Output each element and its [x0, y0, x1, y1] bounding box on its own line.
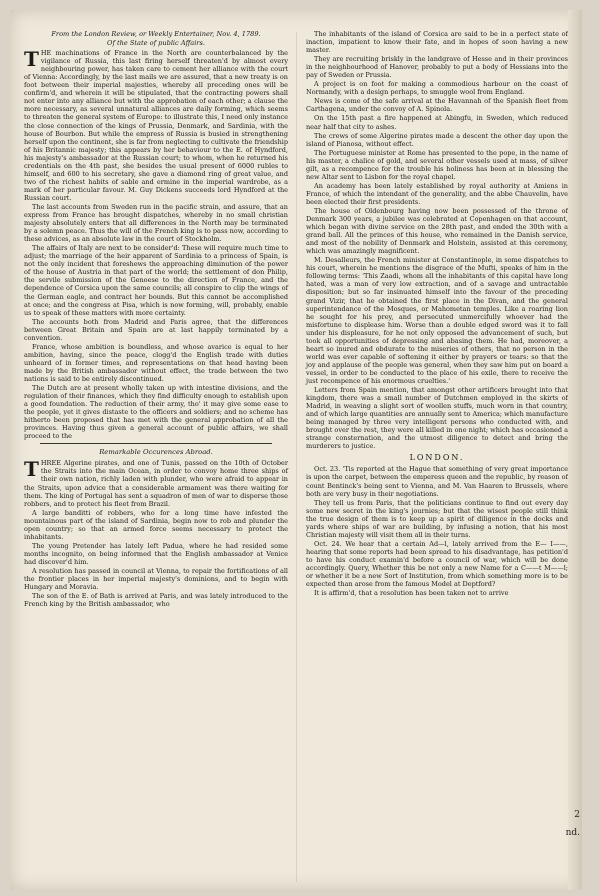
article-paragraph: The Dutch are at present wholly taken up with intestine divisions, and the regulation of their finances, which they find difficulty enough to establish upon a good foundation. The reduction of their army, tho' it may give some ease to the people, yet it gives distaste to the officers and soldiers; and no scheme has hitherto been proposed that has met with the general approbation of all the provinces. Having thus given a general account of public affairs, we shall proceed to the: [24, 384, 288, 441]
article-paragraph: On the 15th past a fire happened at Abingfu, in Sweden, which reduced near half that city to ashes.: [306, 114, 568, 131]
paragraph-text: HREE Algerine pirates, and one of Tunis, passed on the 10th of October the Straits into the main Ocean, in order to convoy home three ships of their own nation, richly laden with plunder, who were afraid to appear in the Straits, upon advice that a considerable armament was there waiting for them. The king of Portugal has sent a squadron of men of war to disperse those robbers, and to protect his fleet from Brazil.: [24, 459, 288, 508]
section-heading-london: LONDON.: [409, 453, 465, 463]
article-paragraph: News is come of the safe arrival at the Havannah of the Spanish fleet from Carthagena, under the convoy of A. Spinola.: [306, 97, 568, 114]
source-line: From the London Review, or Weekly Entertainer, Nov. 4, 1789.: [51, 30, 261, 38]
paragraph-text: HE machinations of France in the North are counterbalanced by the vigilance of Russia, this last firing herself threaten'd by almost every neighbouring power, has taken care to cement her alliance with the court of Vienna: Accordingly, by the last mails we are assured, that a new treaty is on foot between their imperial majesties, whereby all preceding ones will be confirm'd, and wherein it will be stipulated, that the contracting powers shall not enter into any alliance but with the approbation of each other; a clause the more necessary, as several unnatural alliances are daily forming, which seems to threaten the general system of Europe: to illustrate this, I need only instance the close connection of the kings of Prussia, Denmark, and Sardinia, with the house of Bourbon. But while the empress of Russia is busied in strengthening herself upon the continent, she is far from neglecting to cultivate the friendship of his Britannic majesty; this appears by her behaviour to the E. of Hyndford, his majesty's ambassador at the Russian court; to whom, when he returned his credentials on the 4th past, she besides the usual present of 6000 rubles to himself, and 600 to his secretary, she gave a diamond ring of great value, and two of the richest habits of sable and ermine in the imperial wardrobe, as a mark of her particular favour. M. Guy Dickens succeeds lord Hyndford at the Russian court.: [24, 49, 288, 202]
drop-cap: T: [24, 47, 39, 72]
article-paragraph: The inhabitants of the island of Corsica are said to be in a perfect state of inaction, impatient to know their fate, and in hopes of soon having a new master.: [306, 30, 568, 55]
left-column: [24, 30, 288, 609]
article-paragraph: The crews of some Algerine pirates made a descent the other day upon the island of Pianosa, without effect.: [306, 131, 568, 148]
article-paragraph: The house of Oldenbourg having now been possessed of the throne of Denmark 300 years, a jubilee was celebrated at Copenhagen on that account, which began with divine service on the 28th past, and ended the 30th with a grand ball. All the princes of this house, who remained in the Danish service, and most of the nobility of Denmark and Holstein, assisted at this ceremony, which was amazingly magnificent.: [306, 206, 568, 256]
section-divider: [40, 443, 272, 444]
article-paragraph: They tell us from Paris, that the politicians continue to find out every day some new secret in the king's journies; but that the wisest people still think the true design of them is to keep up a spirit of diligence in the docks and yards where ships of war are building, by infusing a notion, that his most Christian majesty will visit them all in their turns.: [306, 498, 568, 539]
article-paragraph: The young Pretender has lately left Padua, where he had resided some months incognito, on being informed that the English ambassador at Venice had discover'd him.: [24, 541, 288, 566]
margin-mark: nd.: [565, 828, 580, 838]
article-paragraph: [24, 49, 288, 202]
article-paragraph: It is affirm'd, that a resolution has been taken not to arrive: [314, 589, 509, 598]
article-paragraph: The son of the E. of Bath is arrived at Paris, and was lately introduced to the French king by the British ambassador, who: [24, 592, 288, 609]
article-paragraph: The Portuguese minister at Rome has presented to the pope, in the name of his master, a chalice of gold, and several other vessels used at mass, of silver gilt, as a recompence for the trouble his holiness has been at in blessing the new Altar sent to Lisbon for the royal chapel.: [306, 148, 568, 181]
article-paragraph: They are recruiting briskly in the landgrave of Hesse and in their provinces in the neighbourhood of Hanover, probably to put a body of Hessians into the pay of Sweden or Prussia.: [306, 55, 568, 80]
page-edge-strip: [565, 10, 582, 890]
section-heading-abroad: Remarkable Occurences Abroad.: [99, 448, 213, 457]
article-paragraph: France, whose ambition is boundless, and whose avarice is equal to her ambition, having, since the peace, clogg'd the English trade with duties unheard of in former times, and representations on that head having been made by the British ambassador without effect, the trade between the two nations is said to be entirely discontinued.: [24, 342, 288, 383]
article-paragraph: Oct. 23. 'Tis reported at the Hague that something of very great importance is upon the carpet, between the emperess queen and the republic, by reason of count Bentinck's being sent to Vienna, and M. Van Haaren to Brussels, where both are very busy in their negotiations.: [306, 465, 568, 498]
margin-mark: 2: [574, 810, 580, 820]
article-paragraph: A large banditti of robbers, who for a long time have infested the mountainous part of the island of Sardinia, begin now to rob and plunder the open country; so that an armed force seems necessary to protect the inhabitants.: [24, 508, 288, 541]
right-column: [306, 30, 568, 598]
drop-cap: T: [24, 457, 39, 482]
article-paragraph: M. Desalleurs, the French minister at Constantinople, in some dispatches to his court, wherein he mentions the disgrace of the Mufti, speaks of him in the following terms: 'This Zaadi, whom all the inhabitants of this capital have long hated, was a man of very low extraction, and of a savage and untractable disposition; but so far insinuated himself into the favour of the preceding grand Vizir, that he obtained the first place in the Divan, and the general superintendance of the Mosques, or Mahometan temples. Like a roaring lion he sought for his prey, and persecuted unmercifully whoever had the misfortune to displease him. Worse than a double edged sword was it to fall under his displeasure, for he not only opposed the advancement of such, but took all opportunities of depressing and abasing them. He had, moreover, a heart so inured and obdurate to the miseries of others, that no person in the world was ever capable of softening it either by prayers or tears: so that the joy and applause of the people was general, when they saw him put on board a vessel, in order to be conducted to the place of his exile, there to receive the just recompence of his enormous cruelties.': [306, 256, 568, 385]
column-gutter: [296, 32, 297, 882]
article-paragraph: An academy has been lately established by royal authority at Amiens in France, of which the intendant of the generality, and the abbe Chauvelin, have been elected their first presidents.: [306, 181, 568, 206]
article-paragraph: The affairs of Italy are next to be consider'd: These will require much time to adjust; the marriage of the heir apparent of Sardinia to a princess of Spain, is not the only incident that foreshews the approaching diminution of the power of the house of Austria in that part of the world; the settlement of don Philip, the servile submission of the Genoese to the direction of France, and the dependence of Corsica upon the same councils; all conspire to clip the wings of the German eagle, and contract her bounds. But this cannot be accomplished at once; and the congress at Pisa, which is now forming, will, probably, enable us to speak of these matters with more certainty.: [24, 244, 288, 317]
article-paragraph: [24, 459, 288, 507]
section-heading-public-affairs: Of the State of public Affairs.: [107, 39, 205, 48]
newspaper-page: [10, 10, 582, 890]
article-paragraph: A resolution has passed in council at Vienna, to repair the fortifications of all the frontier places in her imperial majesty's dominions, and to begin with Hungary and Moravia.: [24, 567, 288, 592]
article-paragraph: Letters from Spain mention, that amongst other artificers brought into that kingdom, there was a small number of Dutchmen employed in the skirts of Madrid, in weaving a slight sort of woollen stuffs, much worn in that country, and of which large quantities are annually sent to America; which manufacture being managed by three very intelligent persons who conducted with, and brought over the rest, they were all killed in one night; which has occasioned a strange consternation, and the utmost diligence to detect and bring the murderers to justice.: [306, 386, 568, 451]
article-paragraph: The last accounts from Sweden run in the pacific strain, and assure, that an express from France has brought dispatches, whereby in no small christian majesty absolutely enters that all differences in the North may be terminated by a solemn peace. Thus the will of the French king is to pass now, according to these advices, as an absolute law in the court of Stockholm.: [24, 202, 288, 244]
article-paragraph: Oct. 24. We hear that a certain Ad—l, lately arrived from the E— I——, hearing that some reports had been spread to his disadvantage, has petition'd to have his conduct examin'd before a council of war, which will be done accordingly. Query, Whether this be not only a new Name for a C——t M——l; or whether it be a new Sort of Institution, from which something more is to be expected than arose from the famous Model at Deptford?: [306, 539, 568, 589]
article-paragraph: A project is on foot for making a commodious harbour on the coast of Normandy, with a design perhaps, to smuggle wool from England.: [306, 80, 568, 97]
article-paragraph: The accounts both from Madrid and Paris agree, that the differences between Great Britain and Spain are at last happily terminated by a convention.: [24, 317, 288, 342]
